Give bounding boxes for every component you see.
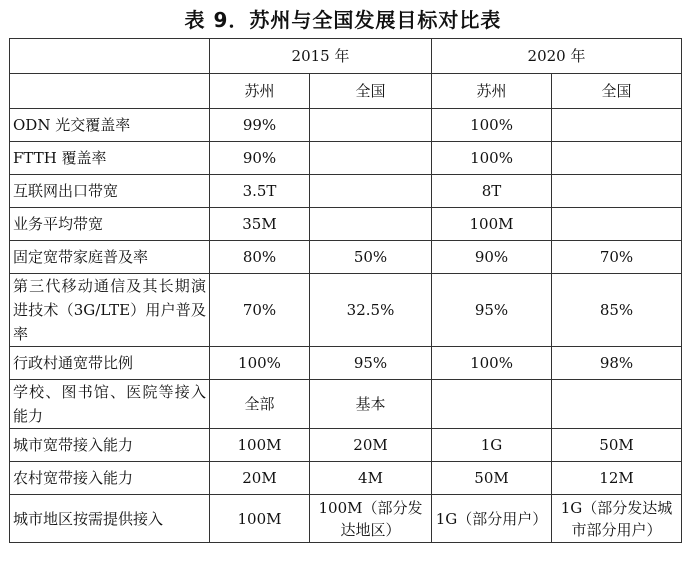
- cell-suzhou-2020: 95%: [432, 274, 552, 347]
- cell-national-2020: 12M: [552, 462, 682, 495]
- cell-national-2015: 50%: [310, 241, 432, 274]
- table-row: [10, 462, 682, 495]
- cell-suzhou-2015: 70%: [210, 274, 310, 347]
- header-row-years: [10, 39, 682, 74]
- cell-suzhou-2020: 100%: [432, 109, 552, 142]
- cell-national-2020: 70%: [552, 241, 682, 274]
- row-label: 行政村通宽带比例: [10, 347, 210, 380]
- table-row: [10, 380, 682, 429]
- cell-national-2015: 100M（部分发达地区）: [318, 498, 423, 539]
- cell-national-2020: [552, 109, 682, 142]
- cell-national-2020: 1G（部分发达城市部分用户）: [560, 498, 673, 539]
- row-label: 固定宽带家庭普及率: [10, 241, 210, 274]
- cell-national-2015: 基本: [310, 380, 432, 429]
- row-label: 城市地区按需提供接入: [10, 495, 210, 543]
- table-row: [10, 175, 682, 208]
- cell-national-2020: 98%: [552, 347, 682, 380]
- cell-national-2020: [552, 380, 682, 429]
- cell-national-2015: 4M: [310, 462, 432, 495]
- row-label: 城市宽带接入能力: [10, 429, 210, 462]
- comparison-table: [9, 38, 682, 543]
- cell-suzhou-2015: 80%: [210, 241, 310, 274]
- corner-cell: [10, 74, 210, 109]
- table-title: 表 9．苏州与全国发展目标对比表: [184, 8, 502, 32]
- year-2015-header: 2015 年: [210, 39, 432, 74]
- row-label: FTTH 覆盖率: [10, 142, 210, 175]
- corner-cell: [10, 39, 210, 74]
- cell-national-2015: [310, 109, 432, 142]
- cell-suzhou-2020: 1G: [432, 429, 552, 462]
- cell-suzhou-2020: [432, 380, 552, 429]
- cell-national-2020: [552, 208, 682, 241]
- row-label: 业务平均带宽: [10, 208, 210, 241]
- cell-suzhou-2020: 50M: [432, 462, 552, 495]
- table-row: [10, 109, 682, 142]
- cell-national-2015: [310, 208, 432, 241]
- header-row-regions: [10, 74, 682, 109]
- cell-national-2020: 50M: [552, 429, 682, 462]
- row-label: 学校、图书馆、医院等接入能力: [13, 383, 206, 425]
- row-label: 互联网出口带宽: [10, 175, 210, 208]
- cell-suzhou-2020: 1G（部分用户）: [432, 495, 552, 543]
- table-row: [10, 274, 682, 347]
- table-row: [10, 347, 682, 380]
- year-2020-header: 2020 年: [432, 39, 682, 74]
- row-label: ODN 光交覆盖率: [10, 109, 210, 142]
- suzhou-2020-header: 苏州: [432, 74, 552, 109]
- row-label: 第三代移动通信及其长期演进技术（3G/LTE）用户普及率: [13, 277, 206, 343]
- cell-suzhou-2015: 35M: [210, 208, 310, 241]
- table-row: [10, 429, 682, 462]
- national-2020-header: 全国: [552, 74, 682, 109]
- table-row: [10, 495, 682, 543]
- cell-suzhou-2020: 8T: [432, 175, 552, 208]
- cell-national-2015: [310, 142, 432, 175]
- cell-suzhou-2020: 90%: [432, 241, 552, 274]
- cell-suzhou-2015: 全部: [210, 380, 310, 429]
- cell-suzhou-2015: 20M: [210, 462, 310, 495]
- table-row: [10, 142, 682, 175]
- cell-national-2015: 20M: [310, 429, 432, 462]
- cell-suzhou-2020: 100%: [432, 142, 552, 175]
- row-label: 农村宽带接入能力: [10, 462, 210, 495]
- cell-national-2015: 32.5%: [310, 274, 432, 347]
- table-row: [10, 208, 682, 241]
- cell-national-2020: [552, 142, 682, 175]
- cell-suzhou-2015: 90%: [210, 142, 310, 175]
- cell-suzhou-2015: 99%: [210, 109, 310, 142]
- cell-national-2020: 85%: [552, 274, 682, 347]
- cell-suzhou-2015: 100%: [210, 347, 310, 380]
- cell-national-2020: [552, 175, 682, 208]
- national-2015-header: 全国: [310, 74, 432, 109]
- cell-national-2015: 95%: [310, 347, 432, 380]
- cell-national-2015: [310, 175, 432, 208]
- cell-suzhou-2020: 100%: [432, 347, 552, 380]
- cell-suzhou-2020: 100M: [432, 208, 552, 241]
- table-row: [10, 241, 682, 274]
- cell-suzhou-2015: 100M: [210, 429, 310, 462]
- suzhou-2015-header: 苏州: [210, 74, 310, 109]
- cell-suzhou-2015: 3.5T: [210, 175, 310, 208]
- cell-suzhou-2015: 100M: [210, 495, 310, 543]
